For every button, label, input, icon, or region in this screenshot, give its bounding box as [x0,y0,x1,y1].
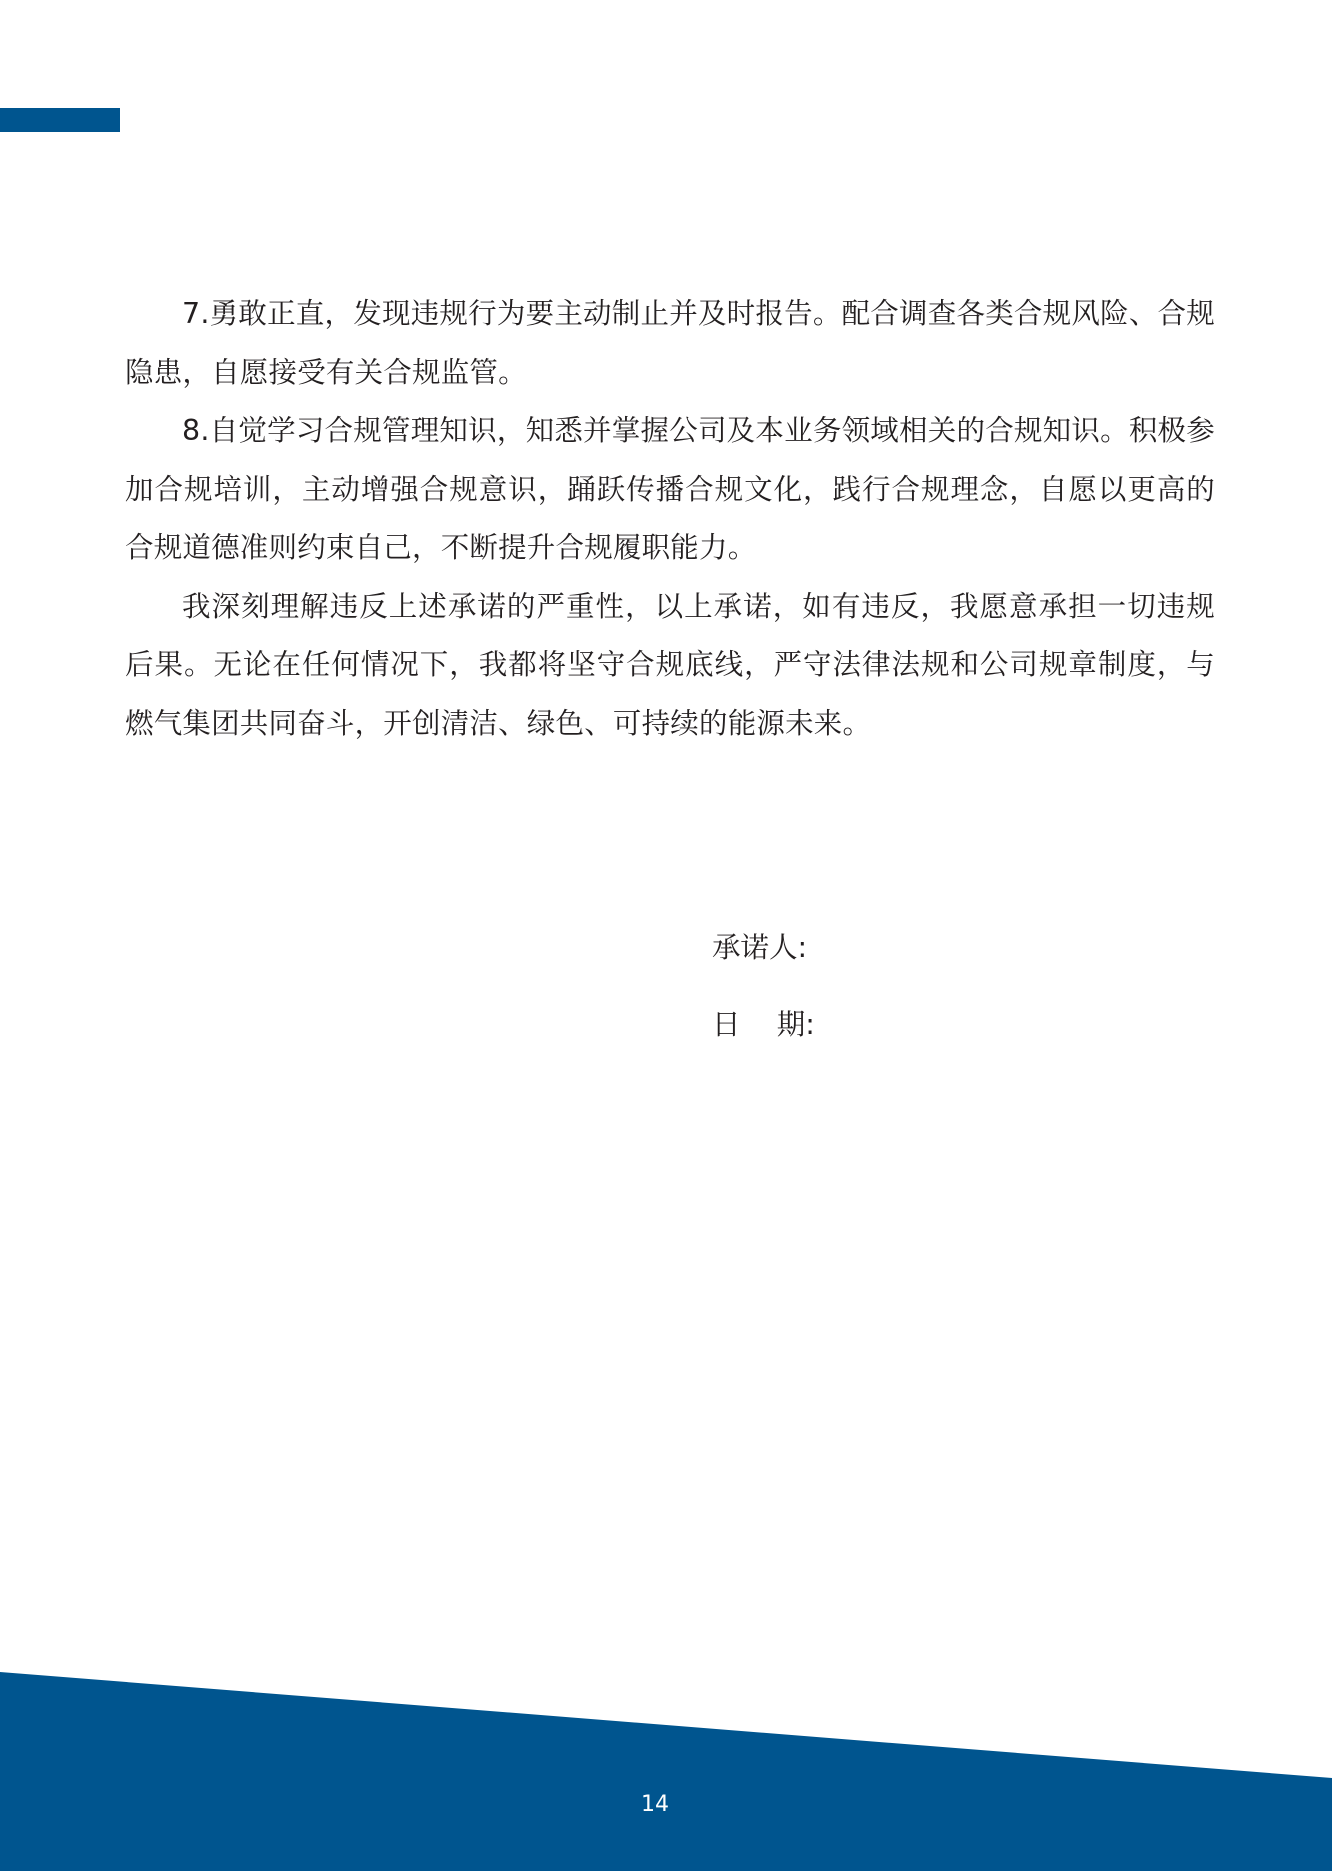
document-body [125,285,1215,753]
signature-block [712,925,815,1079]
page-number: 14 [641,1792,669,1817]
footer-band [0,1660,1332,1871]
promiser-label: 承诺人: [712,931,808,964]
top-accent-bar [0,108,120,132]
paragraph-8: 8.自觉学习合规管理知识，知悉并掌握公司及本业务领域相关的合规知识。积极参加合规培训，主动增强合规意识，踊跃传播合规文化，践行合规理念，自愿以更高的合规道德准则约束自己，不断提升合规履职能力。 [125,414,1215,564]
footer-shape [0,1672,1332,1871]
date-label: 日 期: [712,1008,815,1041]
paragraph-7: 7.勇敢正直，发现违规行为要主动制止并及时报告。配合调查各类合规风险、合规隐患，自愿接受有关合规监管。 [125,297,1215,389]
paragraph-commitment: 我深刻理解违反上述承诺的严重性，以上承诺，如有违反，我愿意承担一切违规后果。无论在任何情况下，我都将坚守合规底线，严守法律法规和公司规章制度，与燃气集团共同奋斗，开创清洁、绿色、可持续的能源未来。 [125,589,1215,740]
